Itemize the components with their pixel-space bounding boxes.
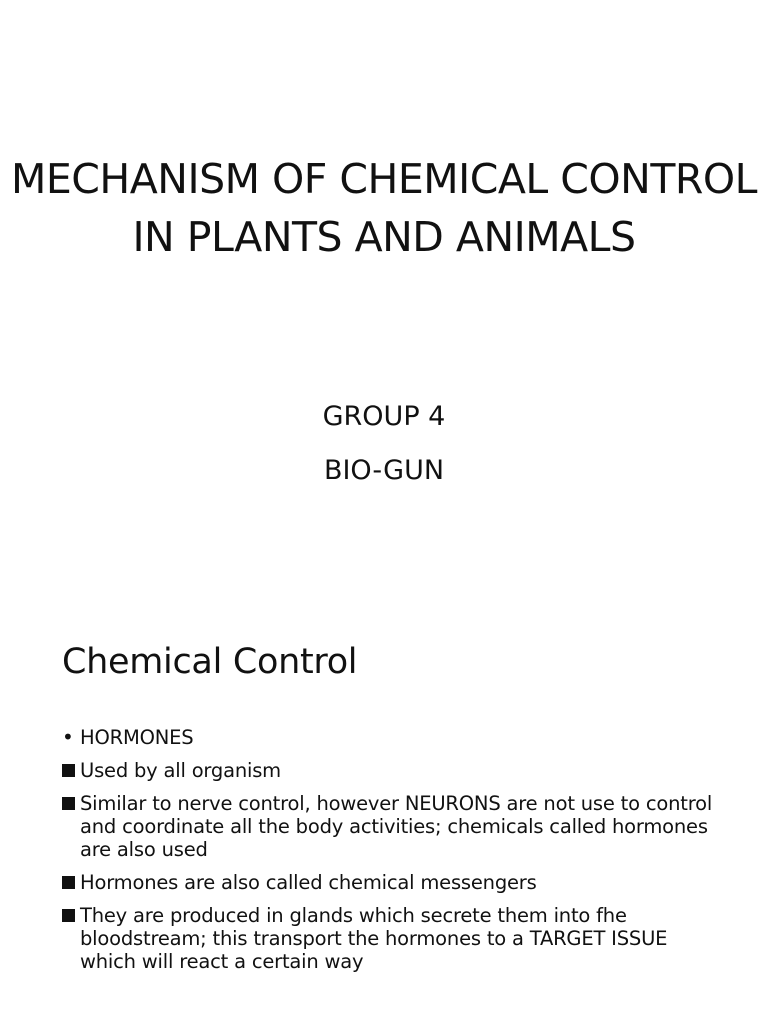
subtitle-line-group: GROUP 4 (322, 401, 446, 432)
slide-heading: Chemical Control (62, 642, 358, 682)
bullet-item (62, 904, 722, 973)
round-bullet-icon (62, 726, 80, 749)
bullet-text: HORMONES (80, 726, 194, 749)
subtitle-line-team: BIO-GUN (323, 455, 445, 486)
bullet-item (62, 759, 722, 782)
bullet-text: Hormones are also called chemical messengers (80, 871, 537, 894)
slide-subtitle (0, 390, 768, 498)
content-slide (0, 596, 768, 1024)
bullet-text: Similar to nerve control, however NEURONS are not use to control and coordinate all the body activities; chemicals called hormones are also used (80, 792, 713, 861)
bullet-list (62, 726, 722, 983)
bullet-text: Used by all organism (80, 759, 281, 782)
bullet-item (62, 871, 722, 894)
slide-title: MECHANISM OF CHEMICAL CONTROL IN PLANTS AND ANIMALS (11, 155, 757, 261)
bullet-text: They are produced in glands which secrete them into fhe bloodstream; this transport the hormones to a TARGET ISSUE which will react a certain way (80, 904, 668, 973)
bullet-item (62, 792, 722, 861)
bullet-item (62, 726, 722, 749)
